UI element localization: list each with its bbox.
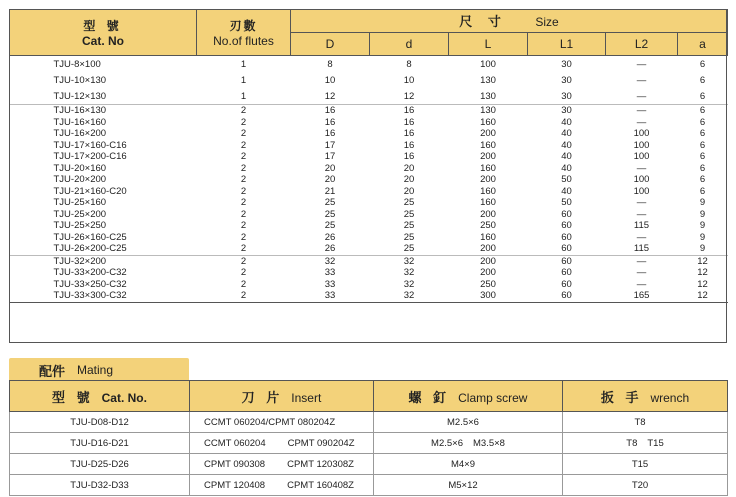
cell-cat-no: TJU-25×250 [53, 220, 107, 232]
cell-l1: 60 [528, 255, 606, 267]
cell-d: 33 [324, 278, 336, 290]
table-row [10, 105, 728, 117]
cell-d: 10 [403, 74, 415, 86]
cell-l: 100 [480, 58, 496, 70]
cell-a: 6 [699, 116, 706, 128]
cell-l1: 60 [561, 220, 572, 232]
mating-screw-a: M2.5×6 [431, 437, 463, 449]
cell-l: 300 [480, 290, 496, 302]
cell-l2: — [606, 255, 678, 267]
cell-l: 200 [480, 267, 496, 279]
cell-d: 32 [403, 278, 415, 290]
cell-l2: 165 [633, 290, 650, 302]
header-col-L1: L1 [528, 33, 606, 56]
cell-l2: — [636, 74, 647, 86]
cell-flutes: 2 [240, 128, 247, 140]
mating-header-wrench-cn: 扳 手 [600, 389, 643, 405]
cell-l1: 30 [528, 105, 606, 117]
mating-cell-wrench [563, 433, 728, 454]
cell-d: 16 [403, 139, 415, 151]
cell-l2: 100 [633, 174, 650, 186]
cell-flutes: 2 [240, 231, 247, 243]
cell-l: 200 [480, 151, 496, 163]
mating-header-insert-en: Insert [291, 390, 322, 405]
cell-d: 16 [291, 105, 370, 117]
cell-l2: 100 [633, 139, 650, 151]
mating-header-insert [190, 381, 374, 412]
header-col-L: L [449, 33, 528, 56]
cell-l1: 60 [561, 231, 572, 243]
header-size-cn: 尺 寸 [459, 14, 507, 29]
cell-d: 25 [403, 220, 415, 232]
cell-flutes: 2 [240, 290, 247, 302]
cell-l2: — [636, 278, 647, 290]
table-row [10, 232, 728, 244]
table-row [10, 267, 728, 279]
cell-l1: 60 [561, 278, 572, 290]
cell-cat-no: TJU-33×300-C32 [53, 290, 127, 302]
cell-l1: 30 [561, 90, 572, 102]
cell-d: 16 [403, 128, 415, 140]
cell-d: 33 [324, 290, 336, 302]
cell-cat-no: TJU-25×160 [53, 197, 107, 209]
cell-a: 6 [699, 128, 706, 140]
cell-cat-no: TJU-20×200 [53, 174, 107, 186]
cell-flutes: 1 [240, 74, 247, 86]
mating-cell-screw [374, 433, 563, 454]
cell-a: 9 [699, 197, 706, 209]
cell-flutes: 2 [240, 208, 247, 220]
cell-l: 250 [480, 278, 496, 290]
mating-cell-wrench [563, 475, 728, 496]
table-row [10, 290, 728, 302]
cell-l1: 40 [561, 116, 572, 128]
cell-d: 8 [327, 58, 333, 70]
cell-l2: 115 [633, 243, 650, 255]
cell-d: 16 [324, 116, 336, 128]
cell-cat-no: TJU-16×130 [10, 105, 197, 117]
cell-d: 16 [324, 128, 336, 140]
cell-flutes: 2 [240, 197, 247, 209]
cell-flutes: 1 [240, 58, 247, 70]
cell-a: 6 [699, 151, 706, 163]
cell-d: 26 [324, 243, 336, 255]
spec-table-body [10, 56, 728, 303]
cell-a: 6 [699, 90, 706, 102]
mating-header-screw [374, 381, 563, 412]
mating-header-wrench [563, 381, 728, 412]
cell-l1: 40 [561, 139, 572, 151]
cell-d: 21 [324, 185, 336, 197]
cell-cat-no: TJU-32×200 [10, 255, 197, 267]
cell-l: 160 [480, 116, 496, 128]
mating-cell-insert [190, 433, 374, 454]
cell-flutes: 2 [240, 243, 247, 255]
cell-a: 12 [697, 290, 708, 302]
mating-insert-b: CPMT 160408Z [287, 479, 354, 491]
mating-insert-a: CCMT 060204/CPMT 080204Z [204, 416, 336, 428]
cell-cat-no: TJU-20×160 [53, 162, 107, 174]
cell-d: 8 [406, 58, 412, 70]
mating-wrench-a: T8 [626, 437, 638, 449]
cell-l: 160 [480, 162, 496, 174]
table-row [10, 163, 728, 175]
cell-l: 200 [480, 208, 496, 220]
table-row [10, 186, 728, 198]
cell-cat-no: TJU-17×160-C16 [53, 139, 127, 151]
cell-l: 200 [480, 243, 496, 255]
mating-wrench-b: T15 [647, 437, 664, 449]
mating-header-screw-cn: 螺 釘 [408, 389, 451, 405]
cell-l: 130 [480, 74, 496, 86]
cell-l1: 50 [561, 197, 572, 209]
table-row [10, 56, 728, 73]
mating-header-insert-cn: 刀 片 [241, 389, 284, 405]
cell-l2: — [636, 197, 647, 209]
cell-flutes: 2 [240, 139, 247, 151]
table-row [10, 88, 728, 105]
cell-a: 6 [699, 139, 706, 151]
cell-l: 130 [480, 90, 496, 102]
cell-flutes: 2 [240, 116, 247, 128]
cell-l2: — [636, 58, 647, 70]
mating-cell-cat: TJU-D25-D26 [10, 454, 190, 475]
cell-d: 12 [403, 90, 415, 102]
cell-l2: — [636, 231, 647, 243]
header-col-D: D [291, 33, 370, 56]
cell-cat-no: TJU-12×130 [53, 90, 107, 102]
cell-d: 17 [324, 151, 336, 163]
mating-screw-b: M3.5×8 [473, 437, 505, 449]
cell-a: 9 [699, 231, 706, 243]
cell-l1: 40 [561, 162, 572, 174]
cell-a: 9 [699, 243, 706, 255]
cell-cat-no: TJU-21×160-C20 [53, 185, 127, 197]
mating-insert-a: CCMT 060204 [204, 437, 266, 449]
cell-flutes: 2 [197, 255, 291, 267]
cell-flutes: 2 [197, 105, 291, 117]
mating-cell-cat: TJU-D16-D21 [10, 433, 190, 454]
mating-title-en: Mating [77, 363, 114, 377]
mating-wrench-a: T20 [631, 479, 649, 491]
table-row [10, 433, 728, 454]
mating-table [9, 380, 728, 496]
cell-cat-no: TJU-26×200-C25 [53, 243, 127, 255]
table-row [10, 279, 728, 291]
cell-d: 25 [403, 231, 415, 243]
cell-cat-no: TJU-16×200 [53, 128, 107, 140]
cell-l: 160 [480, 139, 496, 151]
header-col-d: d [370, 33, 449, 56]
cell-l2: 100 [633, 151, 650, 163]
header-size [291, 10, 728, 33]
cell-l2: — [636, 90, 647, 102]
mating-header-cat [10, 381, 190, 412]
cell-flutes: 2 [240, 162, 247, 174]
cell-l1: 30 [561, 74, 572, 86]
mating-insert-a: CPMT 120408 [204, 479, 266, 491]
cell-l1: 40 [561, 185, 572, 197]
table-row [10, 412, 728, 433]
table-row [10, 174, 728, 186]
mating-screw-a: M5×12 [448, 479, 478, 491]
mating-cell-wrench [563, 454, 728, 475]
cell-a: 12 [697, 278, 708, 290]
cell-l2: — [636, 162, 647, 174]
cell-a: 6 [678, 105, 728, 117]
cell-d: 25 [324, 208, 336, 220]
cell-d: 16 [370, 105, 449, 117]
table-row [10, 255, 728, 267]
cell-flutes: 2 [240, 185, 247, 197]
cell-cat-no: TJU-26×160-C25 [53, 231, 127, 243]
cell-flutes: 2 [240, 151, 247, 163]
table-row [10, 197, 728, 209]
header-flutes-cn: 刃數 [229, 19, 258, 33]
header-cat-no [10, 10, 197, 56]
cell-d: 10 [324, 74, 336, 86]
cell-d: 20 [403, 174, 415, 186]
cell-cat-no: TJU-33×250-C32 [53, 278, 127, 290]
cell-d: 20 [324, 174, 336, 186]
cell-a: 9 [699, 220, 706, 232]
cell-a: 9 [699, 208, 706, 220]
cell-cat-no: TJU-25×200 [53, 208, 107, 220]
mating-cell-insert [190, 454, 374, 475]
cell-flutes: 2 [240, 278, 247, 290]
header-col-a: a [678, 33, 728, 56]
cell-d: 17 [324, 139, 336, 151]
mating-cell-screw [374, 454, 563, 475]
cell-d: 12 [324, 90, 336, 102]
cell-l: 200 [449, 255, 528, 267]
cell-l2: — [636, 208, 647, 220]
header-cat-en: Cat. No [82, 34, 124, 48]
cell-l1: 60 [561, 290, 572, 302]
cell-a: 6 [699, 58, 706, 70]
mating-header-screw-en: Clamp screw [458, 390, 528, 405]
cell-flutes: 2 [240, 267, 247, 279]
cell-l2: 100 [633, 185, 650, 197]
cell-l2: — [606, 105, 678, 117]
table-row [10, 209, 728, 221]
cell-l: 200 [480, 128, 496, 140]
cell-l: 200 [480, 174, 496, 186]
cell-l: 130 [449, 105, 528, 117]
cell-l2: — [636, 116, 647, 128]
cell-d: 26 [324, 231, 336, 243]
cell-d: 16 [403, 151, 415, 163]
cell-d: 25 [403, 243, 415, 255]
cell-l1: 40 [561, 151, 572, 163]
cell-d: 20 [403, 185, 415, 197]
cell-l1: 60 [561, 267, 572, 279]
cell-l: 250 [480, 220, 496, 232]
table-row [10, 72, 728, 88]
mating-screw-a: M4×9 [450, 458, 476, 470]
mating-title-cn: 配件 [39, 364, 66, 379]
cell-flutes: 1 [240, 90, 247, 102]
mating-header-cat-cn: 型 號 [52, 389, 94, 405]
mating-table-block [9, 380, 727, 496]
mating-cell-insert [190, 475, 374, 496]
table-row [10, 128, 728, 140]
cell-l: 160 [480, 197, 496, 209]
cell-l1: 40 [561, 128, 572, 140]
cell-a: 6 [699, 162, 706, 174]
mating-wrench-a: T15 [631, 458, 649, 470]
mating-screw-a: M2.5×6 [447, 416, 479, 428]
cell-a: 12 [678, 255, 728, 267]
header-col-L2: L2 [606, 33, 678, 56]
cell-d: 25 [324, 197, 336, 209]
mating-insert-b: CPMT 090204Z [287, 437, 355, 449]
cell-d: 25 [403, 197, 415, 209]
cell-d: 32 [403, 290, 415, 302]
table-row [10, 117, 728, 129]
cell-d: 25 [324, 220, 336, 232]
mating-insert-b: CPMT 120308Z [287, 458, 354, 470]
mating-title-tab [9, 358, 189, 380]
cell-l2: 100 [633, 128, 650, 140]
cell-a: 6 [699, 185, 706, 197]
mating-insert-a: CPMT 090308 [204, 458, 266, 470]
header-flutes-en: No.of flutes [213, 34, 274, 48]
cell-a: 6 [699, 174, 706, 186]
cell-l1: 30 [561, 58, 572, 70]
mating-table-body [10, 412, 728, 496]
cell-cat-no: TJU-33×200-C32 [53, 267, 127, 279]
mating-header-wrench-en: wrench [650, 390, 690, 405]
mating-cell-insert [190, 412, 374, 433]
mating-cell-cat: TJU-D32-D33 [10, 475, 190, 496]
cell-a: 6 [699, 74, 706, 86]
table-row [10, 220, 728, 232]
cell-l: 160 [480, 231, 496, 243]
header-size-en: Size [535, 15, 559, 29]
cell-l1: 50 [561, 174, 572, 186]
cell-flutes: 2 [240, 220, 247, 232]
mating-cell-cat: TJU-D08-D12 [10, 412, 190, 433]
cell-d: 20 [324, 162, 336, 174]
cell-a: 12 [697, 267, 708, 279]
cell-cat-no: TJU-16×160 [53, 116, 107, 128]
mating-wrench-a: T8 [634, 416, 646, 428]
cell-l1: 60 [561, 208, 572, 220]
cell-d: 33 [324, 267, 336, 279]
mating-cell-screw [374, 475, 563, 496]
spec-table-block [9, 9, 727, 343]
table-row [10, 454, 728, 475]
cell-cat-no: TJU-17×200-C16 [53, 151, 127, 163]
table-row [10, 475, 728, 496]
cell-flutes: 2 [240, 174, 247, 186]
cell-d: 20 [403, 162, 415, 174]
table-row [10, 140, 728, 152]
mating-header-cat-en: Cat. No. [101, 390, 147, 405]
mating-cell-wrench [563, 412, 728, 433]
table-row [10, 243, 728, 255]
mating-cell-screw [374, 412, 563, 433]
cell-l2: — [636, 267, 647, 279]
cell-l: 160 [480, 185, 496, 197]
spec-table [9, 9, 728, 303]
table-row [10, 151, 728, 163]
cell-d: 16 [403, 116, 415, 128]
cell-d: 32 [403, 267, 415, 279]
cell-cat-no: TJU-10×130 [53, 74, 107, 86]
cell-d: 32 [291, 255, 370, 267]
cell-cat-no: TJU-8×100 [53, 58, 101, 70]
header-flutes [197, 10, 291, 56]
header-cat-cn: 型 號 [83, 19, 123, 33]
cell-l1: 60 [561, 243, 572, 255]
cell-d: 32 [370, 255, 449, 267]
cell-d: 25 [403, 208, 415, 220]
cell-l2: 115 [633, 220, 650, 232]
